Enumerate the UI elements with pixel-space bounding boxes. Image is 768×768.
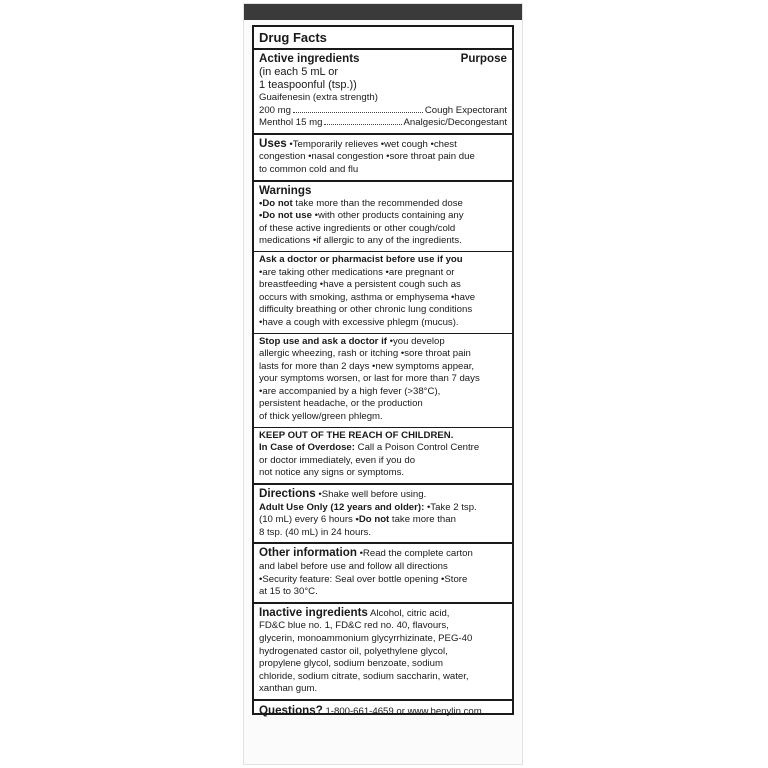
overdose-line3: not notice any signs or symptoms.	[259, 467, 405, 479]
questions-section	[254, 701, 512, 722]
directions-heading: Directions	[259, 487, 316, 501]
drug-facts-panel	[252, 25, 514, 715]
active-ingredients-heading: Active ingredients	[259, 52, 360, 65]
ingredient2-row	[259, 117, 507, 130]
warnings-do-not-use: •Do not use	[259, 210, 312, 222]
stop-line2: allergic wheezing, rash or itching •sore throat pain	[259, 348, 471, 360]
overdose-label: In Case of Overdose:	[259, 442, 355, 454]
warnings-line4: medications •if allergic to any of the ingredients.	[259, 235, 462, 247]
directions-section	[254, 485, 512, 544]
questions-heading: Questions?	[259, 703, 323, 717]
uses-heading: Uses	[259, 136, 287, 150]
ask-line5: •have a cough with excessive phlegm (mucus).	[259, 316, 459, 328]
other-line3: •Security feature: Seal over bottle opening •Store	[259, 573, 468, 585]
active-per-line1: (in each 5 mL or	[259, 66, 339, 78]
overdose-line1: Call a Poison Control Centre	[354, 442, 480, 454]
uses-line1: •Temporarily relieves •wet cough •chest	[286, 138, 457, 150]
ingredient1-amount: 200 mg	[259, 104, 291, 116]
active-per-line2: 1 teaspoonful (tsp.))	[259, 79, 357, 91]
directions-line1: •Shake well before using.	[315, 489, 427, 501]
other-info-section	[254, 544, 512, 603]
uses-line3: to common cold and flu	[259, 163, 359, 175]
warnings-line1: take more than the recommended dose	[292, 197, 463, 209]
inactive-line2: FD&C blue no. 1, FD&C red no. 40, flavours,	[259, 620, 449, 632]
purpose-heading: Purpose	[460, 52, 507, 65]
inactive-line6: chloride, sodium citrate, sodium saccharin, water,	[259, 670, 469, 682]
ask-line2: breastfeeding •have a persistent cough such as	[259, 279, 461, 291]
inactive-line4: hydrogenated castor oil, polyethylene glycol,	[259, 645, 448, 657]
stop-use-heading: Stop use and ask a doctor if	[259, 335, 387, 347]
questions-contact: 1-800-661-4659 or www.benylin.com	[322, 705, 482, 717]
stop-line5: •are accompanied by a high fever (>38°C),	[259, 385, 441, 397]
inactive-line5: propylene glycol, sodium benzoate, sodium	[259, 658, 443, 670]
inactive-line3: glycerin, monoammonium glycyrrhizinate, PEG-40	[259, 632, 473, 644]
other-info-heading: Other information	[259, 546, 357, 560]
directions-line2: •Take 2 tsp.	[424, 501, 477, 513]
overdose-line2: or doctor immediately, even if you do	[259, 454, 416, 466]
warnings-do-not: •Do not	[259, 197, 293, 209]
warnings-heading: Warnings	[259, 183, 312, 197]
ingredient2-purpose: Analgesic/Decongestant	[403, 117, 507, 129]
inactive-line1: Alcohol, citric acid,	[367, 607, 450, 619]
box-top-edge	[244, 4, 522, 20]
stop-line7: of thick yellow/green phlegm.	[259, 411, 383, 423]
ask-doctor-section	[254, 252, 512, 334]
stop-line4: your symptoms worsen, or last for more than 7 days	[259, 373, 480, 385]
ingredient1-purpose: Cough Expectorant	[424, 104, 507, 116]
directions-line3b: take more than	[389, 514, 456, 526]
drug-facts-title: Drug Facts	[259, 30, 327, 45]
inactive-line7: xanthan gum.	[259, 683, 318, 695]
keep-out-heading: KEEP OUT OF THE REACH OF CHILDREN.	[259, 429, 454, 441]
ask-line3: occurs with smoking, asthma or emphysema •have	[259, 291, 476, 303]
ingredient1-row	[259, 105, 507, 118]
other-line1: •Read the complete carton	[356, 548, 473, 560]
adult-use-label: Adult Use Only (12 years and older):	[259, 501, 425, 513]
warnings-section	[254, 182, 512, 252]
ask-line4: difficulty breathing or other chronic lung conditions	[259, 304, 473, 316]
stop-use-section	[254, 334, 512, 428]
ask-line1: •are taking other medications •are pregnant or	[259, 266, 455, 278]
stop-line6: persistent headache, or the production	[259, 398, 423, 410]
ingredient1-name: Guaifenesin (extra strength)	[259, 92, 378, 103]
uses-line2: congestion •nasal congestion •sore throat pain due	[259, 151, 475, 163]
inactive-ingredients-section	[254, 604, 512, 701]
inactive-heading: Inactive ingredients	[259, 605, 368, 619]
keep-out-section	[254, 428, 512, 485]
product-box	[244, 4, 522, 764]
other-line2: and label before use and follow all directions	[259, 561, 448, 572]
ask-doctor-heading: Ask a doctor or pharmacist before use if you	[259, 253, 463, 265]
warnings-line3: of these active ingredients or other cough/cold	[259, 222, 456, 234]
active-ingredients-section	[254, 50, 512, 135]
directions-do-not: •Do not	[355, 514, 390, 526]
uses-section	[254, 135, 512, 182]
directions-line3a: (10 mL) every 6 hours	[259, 514, 356, 526]
drug-facts-title-section	[254, 27, 512, 50]
other-line4: at 15 to 30°C.	[259, 586, 318, 598]
warnings-line2: •with other products containing any	[311, 210, 464, 222]
ingredient2-name: Menthol 15 mg	[259, 117, 323, 129]
stop-line1: •you develop	[386, 335, 445, 347]
stop-line3: lasts for more than 2 days •new symptoms appear,	[259, 360, 475, 372]
directions-line4: 8 tsp. (40 mL) in 24 hours.	[259, 526, 371, 538]
